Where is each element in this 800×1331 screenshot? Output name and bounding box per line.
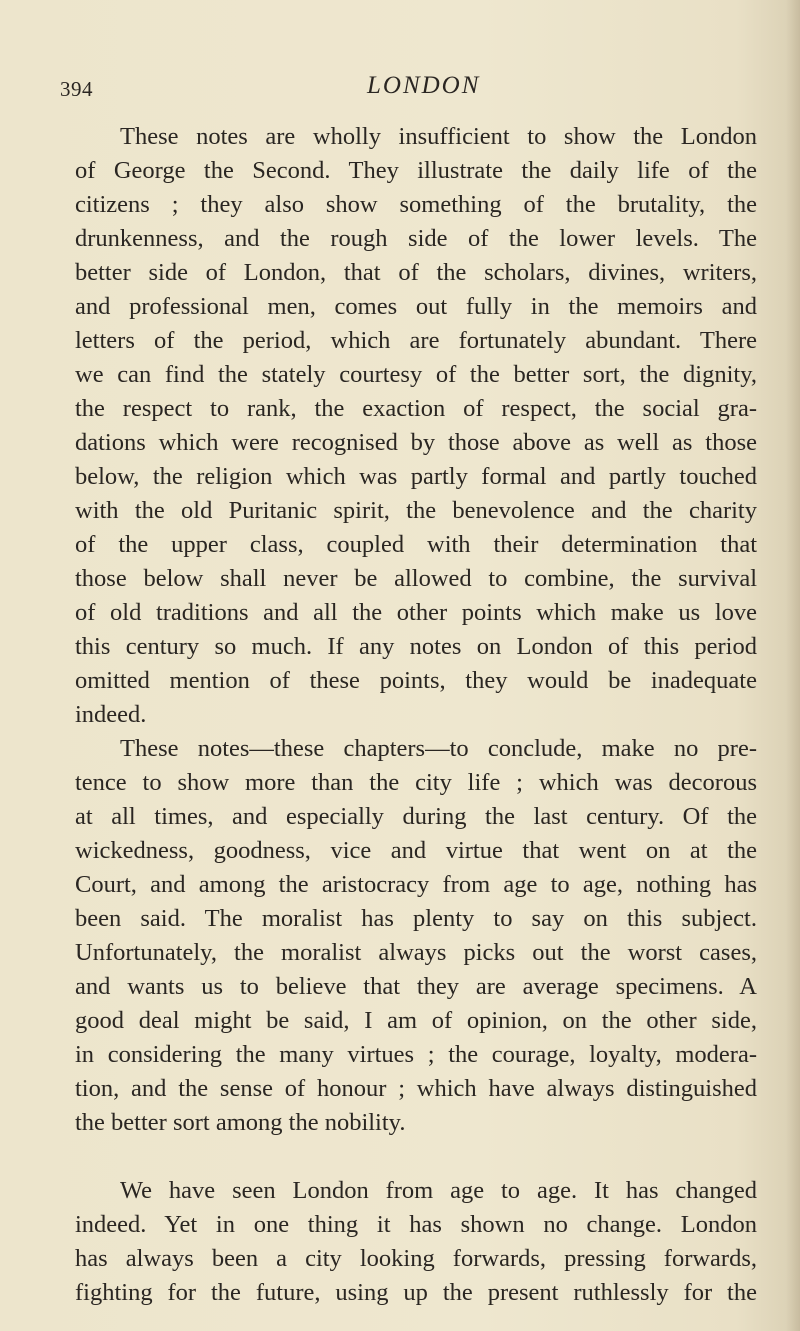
text-line: tence to show more than the city life ; which was decorous [75,769,757,796]
body-text [75,120,757,1310]
text-line: These notes—these chapters—to conclude, make no pre- [120,735,757,762]
text-line: better side of London, that of the scholars, divines, writers, [75,259,757,286]
text-line: good deal might be said, I am of opinion, on the other side, [75,1007,757,1034]
running-title: LONDON [367,72,481,99]
text-line: been said. The moralist has plenty to say on this subject. [75,905,757,932]
page-edge-shadow [786,0,800,1331]
text-line: Unfortunately, the moralist always picks out the worst cases, [75,939,757,966]
text-line: letters of the period, which are fortunately abundant. There [75,327,757,354]
text-line: we can find the stately courtesy of the better sort, the dignity, [75,361,757,388]
text-line: We have seen London from age to age. It has changed [120,1177,757,1204]
text-line: These notes are wholly insufficient to show the London [120,123,757,150]
text-line: in considering the many virtues ; the courage, loyalty, modera- [75,1041,757,1068]
section-gap [75,1140,757,1174]
text-line: with the old Puritanic spirit, the benevolence and the charity [75,497,757,524]
paragraph-3 [75,1174,757,1310]
text-line: and wants us to believe that they are average specimens. A [75,973,757,1000]
paragraph-2 [75,732,757,1140]
text-line: of old traditions and all the other points which make us love [75,599,757,626]
text-line: tion, and the sense of honour ; which have always distinguished [75,1075,757,1102]
text-line: drunkenness, and the rough side of the lower levels. The [75,225,757,252]
text-line: this century so much. If any notes on London of this period [75,633,757,660]
text-line: Court, and among the aristocracy from age to age, nothing has [75,871,757,898]
text-line: below, the religion which was partly formal and partly touched [75,463,757,490]
text-line: and professional men, comes out fully in the memoirs and [75,293,757,320]
paragraph-1 [75,120,757,732]
text-line: the respect to rank, the exaction of respect, the social gra- [75,395,757,422]
text-line: citizens ; they also show something of the brutality, the [75,191,757,218]
text-line: fighting for the future, using up the present ruthlessly for the [75,1279,757,1306]
text-line: omitted mention of these points, they would be inadequate [75,667,757,694]
text-line: indeed. [75,701,147,728]
page-number: 394 [60,77,93,101]
text-line: the better sort among the nobility. [75,1109,406,1136]
text-line: has always been a city looking forwards, pressing forwards, [75,1245,757,1272]
running-head [0,72,800,106]
text-line: dations which were recognised by those above as well as those [75,429,757,456]
text-line: indeed. Yet in one thing it has shown no change. London [75,1211,757,1238]
text-line: at all times, and especially during the last century. Of the [75,803,757,830]
text-line: of George the Second. They illustrate the daily life of the [75,157,757,184]
text-line: wickedness, goodness, vice and virtue that went on at the [75,837,757,864]
text-line: of the upper class, coupled with their determination that [75,531,757,558]
text-line: those below shall never be allowed to combine, the survival [75,565,757,592]
